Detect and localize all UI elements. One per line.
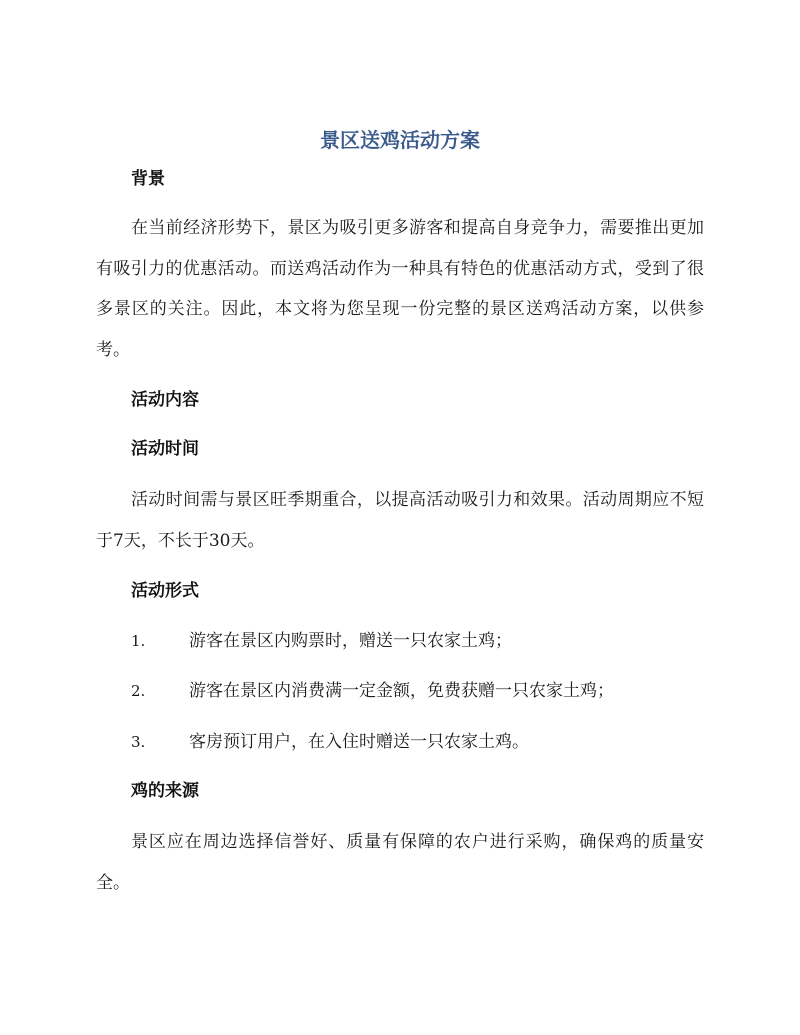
list-item xyxy=(131,729,691,755)
paragraph-background: 在当前经济形势下，景区为吸引更多游客和提高自身竞争力，需要推出更加有吸引力的优惠活动。而送鸡活动作为一种具有特色的优惠活动方式，受到了很多景区的关注。因此，本文将为您呈现一份完整的景区送鸡活动方案，以供参考。 xyxy=(96,218,704,360)
list-item-number: 1. xyxy=(131,632,146,650)
list-item-text: 游客在景区内购票时，赠送一只农家土鸡； xyxy=(189,631,512,651)
list-item xyxy=(131,678,691,704)
document-title: 景区送鸡活动方案 xyxy=(320,128,480,152)
heading-activity-content: 活动内容 xyxy=(131,390,199,410)
heading-activity-form: 活动形式 xyxy=(131,581,199,601)
list-item-text: 游客在景区内消费满一定金额，免费获赠一只农家土鸡； xyxy=(189,681,614,701)
heading-activity-time: 活动时间 xyxy=(131,439,199,459)
heading-background: 背景 xyxy=(131,169,165,189)
list-item xyxy=(131,628,691,654)
paragraph-activity-time: 活动时间需与景区旺季期重合，以提高活动吸引力和效果。活动周期应不短于7天，不长于30天。 xyxy=(96,490,704,551)
heading-chicken-source: 鸡的来源 xyxy=(131,781,199,801)
list-item-number: 2. xyxy=(131,682,146,700)
list-item-text: 客房预订用户，在入住时赠送一只农家土鸡。 xyxy=(189,732,529,752)
list-item-number: 3. xyxy=(131,733,146,751)
paragraph-chicken-source: 景区应在周边选择信誉好、质量有保障的农户进行采购，确保鸡的质量安全。 xyxy=(96,832,704,893)
